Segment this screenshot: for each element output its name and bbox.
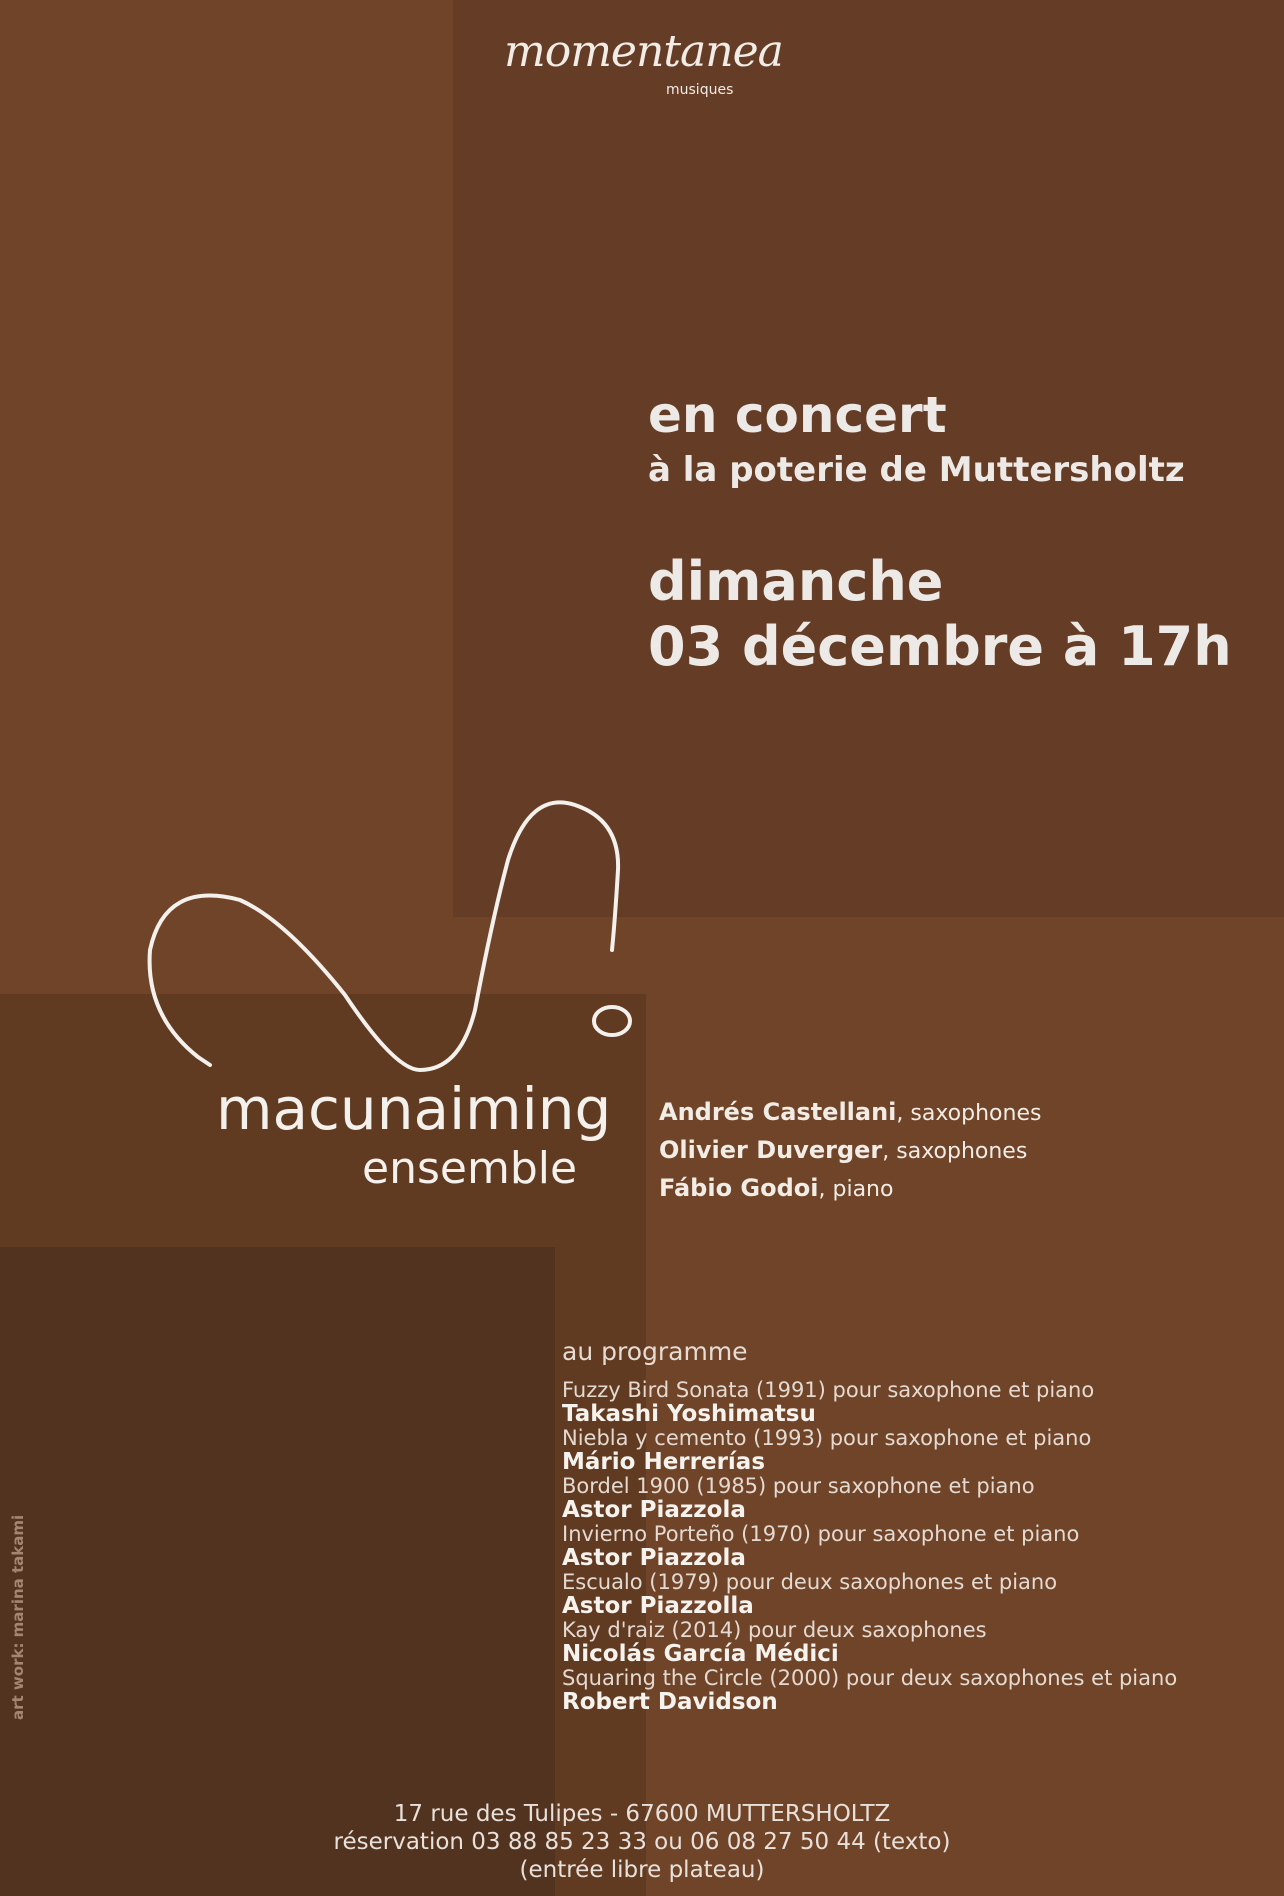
ensemble-name: macunaiming [216,1075,612,1143]
lower-left-color-block [0,1247,555,1896]
event-venue: à la poterie de Muttersholtz [648,450,1185,490]
program-title: au programme [562,1337,748,1366]
footer-address: 17 rue des Tulipes - 67600 MUTTERSHOLTZ [393,1801,891,1827]
program-item [562,1618,1177,1666]
program-composer: Nicolás García Médici [562,1641,839,1667]
footer-reservation: réservation 03 88 85 23 33 ou 06 08 27 50 44 (texto) [333,1829,951,1855]
musician-item [659,1131,1041,1169]
program-item [562,1570,1177,1618]
musician-instrument: , saxophones [882,1139,1028,1164]
program-work: Escualo (1979) pour deux saxophones et piano [562,1570,1058,1594]
program-composer: Astor Piazzolla [562,1593,754,1619]
logo-subtitle: musiques [666,82,734,98]
musician-instrument: , piano [818,1177,894,1202]
program-work: Bordel 1900 (1985) pour saxophone et piano [562,1474,1035,1498]
ensemble-subtitle: ensemble [362,1143,578,1194]
program-item [562,1522,1177,1570]
event-headline: en concert [648,386,947,444]
program-composer: Robert Davidson [562,1689,778,1715]
program-composer: Mário Herrerías [562,1449,766,1475]
treble-clef-like-line-icon [0,0,700,1100]
musician-name: Andrés Castellani [659,1098,897,1126]
program-item [562,1666,1177,1714]
musician-name: Olivier Duverger [659,1136,883,1164]
musician-name: Fábio Godoi [659,1174,819,1202]
program-composer: Astor Piazzola [562,1497,746,1523]
artwork-credit: art work: marina takami [9,1514,27,1720]
event-date: 03 décembre à 17h [648,615,1232,678]
program-work: Invierno Porteño (1970) pour saxophone et piano [562,1522,1080,1546]
footer-info [0,1800,1284,1884]
program-composer: Takashi Yoshimatsu [562,1401,816,1427]
program-composer: Astor Piazzola [562,1545,746,1571]
program-section [562,1337,1177,1714]
musician-item [659,1093,1041,1131]
program-work: Fuzzy Bird Sonata (1991) pour saxophone et piano [562,1378,1095,1402]
event-day: dimanche [648,550,944,613]
program-work: Niebla y cemento (1993) pour saxophone et piano [562,1426,1092,1450]
program-item [562,1474,1177,1522]
musicians-list [659,1093,1041,1207]
logo-wordmark: momentanea [504,26,783,77]
program-item [562,1426,1177,1474]
program-item [562,1378,1177,1426]
program-work: Kay d'raiz (2014) pour deux saxophones [562,1618,987,1642]
musician-instrument: , saxophones [896,1101,1042,1126]
musician-item [659,1169,1041,1207]
program-work: Squaring the Circle (2000) pour deux saxophones et piano [562,1666,1178,1690]
footer-entry: (entrée libre plateau) [519,1857,765,1883]
